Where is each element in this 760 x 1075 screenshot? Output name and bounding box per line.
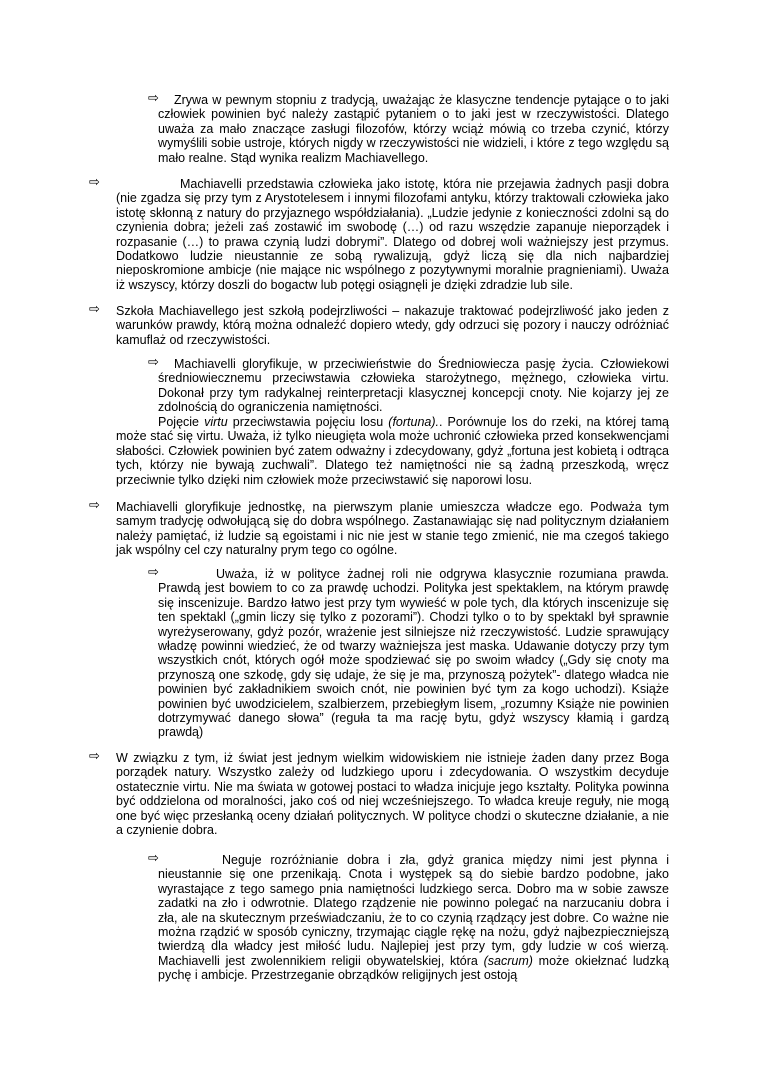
paragraph-5-text-a: Pojęcie: [158, 415, 199, 429]
paragraph-5: [116, 415, 669, 487]
arrow-bullet-icon: ⇨: [148, 565, 159, 580]
paragraph-4-text: Machiavelli gloryfikuje, w przeciwieństwie do Średniowiecza pasję życia. Człowiekowi średniowiecznemu przeciwstawia człowieka starożytnego, mężnego, człowieka virtu. Dokonał przy tym radykalnej reinterpretacji klasycznej koncepcji cnoty. Nie kojarzy jej ze zdolnością do ograniczenia namiętności.: [158, 357, 669, 415]
paragraph-2-text: Machiavelli przedstawia człowieka jako istotę, która nie przejawia żadnych pasji dobra (nie zgadza się przy tym z Arystotelesem i innymi filozofami antyku, którzy traktowali człowieka jako istotę skłonną z natury do przyjaznego współdziałania). „Ludzie jedynie z konieczności zdolni są do czynienia dobra; jeżeli zaś zostawić im swobodę (…) od razu wszędzie zapanuje nieporządek i rozpasanie (…) to prawa czynią ludzi dobrymi”. Dlatego od dobrej woli ważniejszy jest przymus. Dodatkowo ludzie nieustannie ze sobą rywalizują, gdyż liczą się dla nich najbardziej nieposkromione ambicje (nie mające nic wspólnego z pozytywnymi moralnie pragnieniami). Uważa iż wszyscy, którzy doszli do bogactw lub potęgi osiągnęli je dzięki zdradzie lub sile.: [116, 177, 669, 292]
paragraph-9-text-a: Neguje rozróżnianie dobra i zła, gdyż granica między nimi jest płynna i nieustannie się one przenikają. Cnota i występek są do siebie bardzo podobne, jako wyrastające z tego samego pnia namiętności ludzkiego serca. Dobro ma w sobie zawsze zadatki na zło i odwrotnie. Dlatego rządzenie nie powinno polegać na narzucaniu dobra i zła, ale na skutecznym przeświadczaniu, że to co czynią rządzący jest dobre. Co ważne nie można rządzić w sposób cyniczny, trzymając ciągle rękę na nożu, gdyż najbezpieczniejszą twierdzą dla władcy jest miłość ludu. Najlepiej jest przy tym, gdy ludzie w coś wierzą. Machiavelli jest zwolennikiem religii obywatelskiej, która: [158, 853, 669, 968]
paragraph-1-text: Zrywa w pewnym stopniu z tradycją, uważając że klasyczne tendencje pytające o to jaki człowiek powinien być należy zastąpić pytaniem o to jaki jest w rzeczywistości. Dlatego uważa za mało znaczące zasługi filozofów, którzy wciąż mówią co trzeba czynić, którzy wymyślili sobie ustroje, których nigdy w rzeczywistości nie widzieli, i które z tego względu są mało realne. Stąd wynika realizm Machiavellego.: [158, 93, 669, 165]
paragraph-9-italic-sacrum: (sacrum): [483, 953, 533, 968]
paragraph-9-text-b: może okiełznać ludzką pychę i ambicje. Przestrzeganie obrządków religijnych jest ostoją: [158, 953, 669, 983]
arrow-bullet-icon: ⇨: [89, 498, 100, 513]
arrow-bullet-icon: ⇨: [148, 355, 159, 370]
paragraph-3-text: Szkoła Machiavellego jest szkołą podejrzliwości – nakazuje traktować podejrzliwość jako jeden z warunków prawdy, którą można odnaleźć dopiero wtedy, gdy odrzuci się pozory i nauczy odróżniać kamuflaż od rzeczywistości.: [116, 304, 669, 347]
arrow-bullet-icon: ⇨: [148, 851, 159, 866]
arrow-bullet-icon: ⇨: [89, 175, 100, 190]
paragraph-6-text: Machiavelli gloryfikuje jednostkę, na pierwszym planie umieszcza władcze ego. Podważa tym samym tradycję odwołującą się do dobra wspólnego. Zastanawiając się nad politycznym działaniem należy pamiętać, iż ludzie są egoistami i nic nie jest w stanie tego zmienić, nie ma czegoś takiego jak wspólny cel czy naturalny prym tego co ogólne.: [116, 500, 669, 558]
paragraph-7-text: Uważa, iż w polityce żadnej roli nie odgrywa klasycznie rozumiana prawda. Prawdą jest bowiem to co za prawdę uchodzi. Polityka jest spektaklem, na którym prawdę się inscenizuje. Bardzo łatwo jest przy tym wywieść w pole tych, dla których inscenizuje się ten spektakl („gmin liczy się tylko z pozorami”). Chodzi tylko o to by spektakl był sprawnie wyreżyserowany, gdyż pozór, wrażenie jest silniejsze niż rzeczywistość. Ludzie sprawujący władzę powinni wiedzieć, że od twarzy ważniejsza jest maska. Udawanie dotyczy przy tym wszystkich cnót, których ogół może spodziewać się po swoim władcy („Gdy się cnoty ma przynoszą one szkodę, gdy się udaje, że się je ma, przynoszą pożytek”- dlatego władca nie powinien być zakładnikiem swoich cnót, nie powinien być tym za kogo uchodzi). Książe powinien być uwodzicielem, szalbierzem, przebiegłym lisem, „rozumny Książe nie powinien dotrzymywać danego słowa” (reguła ta ma rację bytu, gdyż wszyscy kłamią i gardzą prawdą): [158, 567, 669, 740]
paragraph-5-text-b: przeciwstawia pojęciu losu: [232, 415, 384, 429]
arrow-bullet-icon: ⇨: [89, 749, 100, 764]
paragraph-5-text-c: . Porównuje los do rzeki, na której tamą może stać się virtu. Uważa, iż tylko nieugięta wola może uchronić człowieka przed konsekwencjami słabości. Człowiek powinien być zatem odważny i zdecydowany, gdyż „fortuna jest kobietą i odtrąca tych, którzy nie bywają zuchwali”. Dlatego też namiętności nie są żadną przeszkodą, wręcz przeciwnie tylko dzięki nim człowiek może przeciwstawić się naporowi losu.: [116, 415, 669, 487]
paragraph-6: [116, 500, 669, 558]
paragraph-3: [116, 304, 669, 347]
paragraph-2: [116, 177, 669, 292]
arrow-bullet-icon: ⇨: [148, 91, 159, 106]
arrow-bullet-icon: ⇨: [89, 302, 100, 317]
paragraph-1: [158, 93, 669, 165]
paragraph-9: [158, 853, 669, 983]
paragraph-5-italic-virtu: virtu: [204, 415, 228, 429]
paragraph-4: [158, 357, 669, 415]
paragraph-5-italic-fortuna: (fortuna).: [388, 415, 439, 429]
paragraph-8-text: W związku z tym, iż świat jest jednym wielkim widowiskiem nie istnieje żaden dany przez Boga porządek natury. Wszystko zależy od ludzkiego uporu i zdecydowania. O wszystkim decyduje ostatecznie virtu. Nie ma świata w gotowej postaci to władza inicjuje jego kształty. Polityka powinna być oddzielona od moralności, jako coś od niej wcześniejszego. To władca kreuje reguły, nie mogą one być więc przesłanką oceny działań politycznych. W polityce chodzi o skuteczne działanie, a nie a czynienie dobra.: [116, 751, 669, 838]
paragraph-7: [158, 567, 669, 740]
paragraph-8: [116, 751, 669, 837]
